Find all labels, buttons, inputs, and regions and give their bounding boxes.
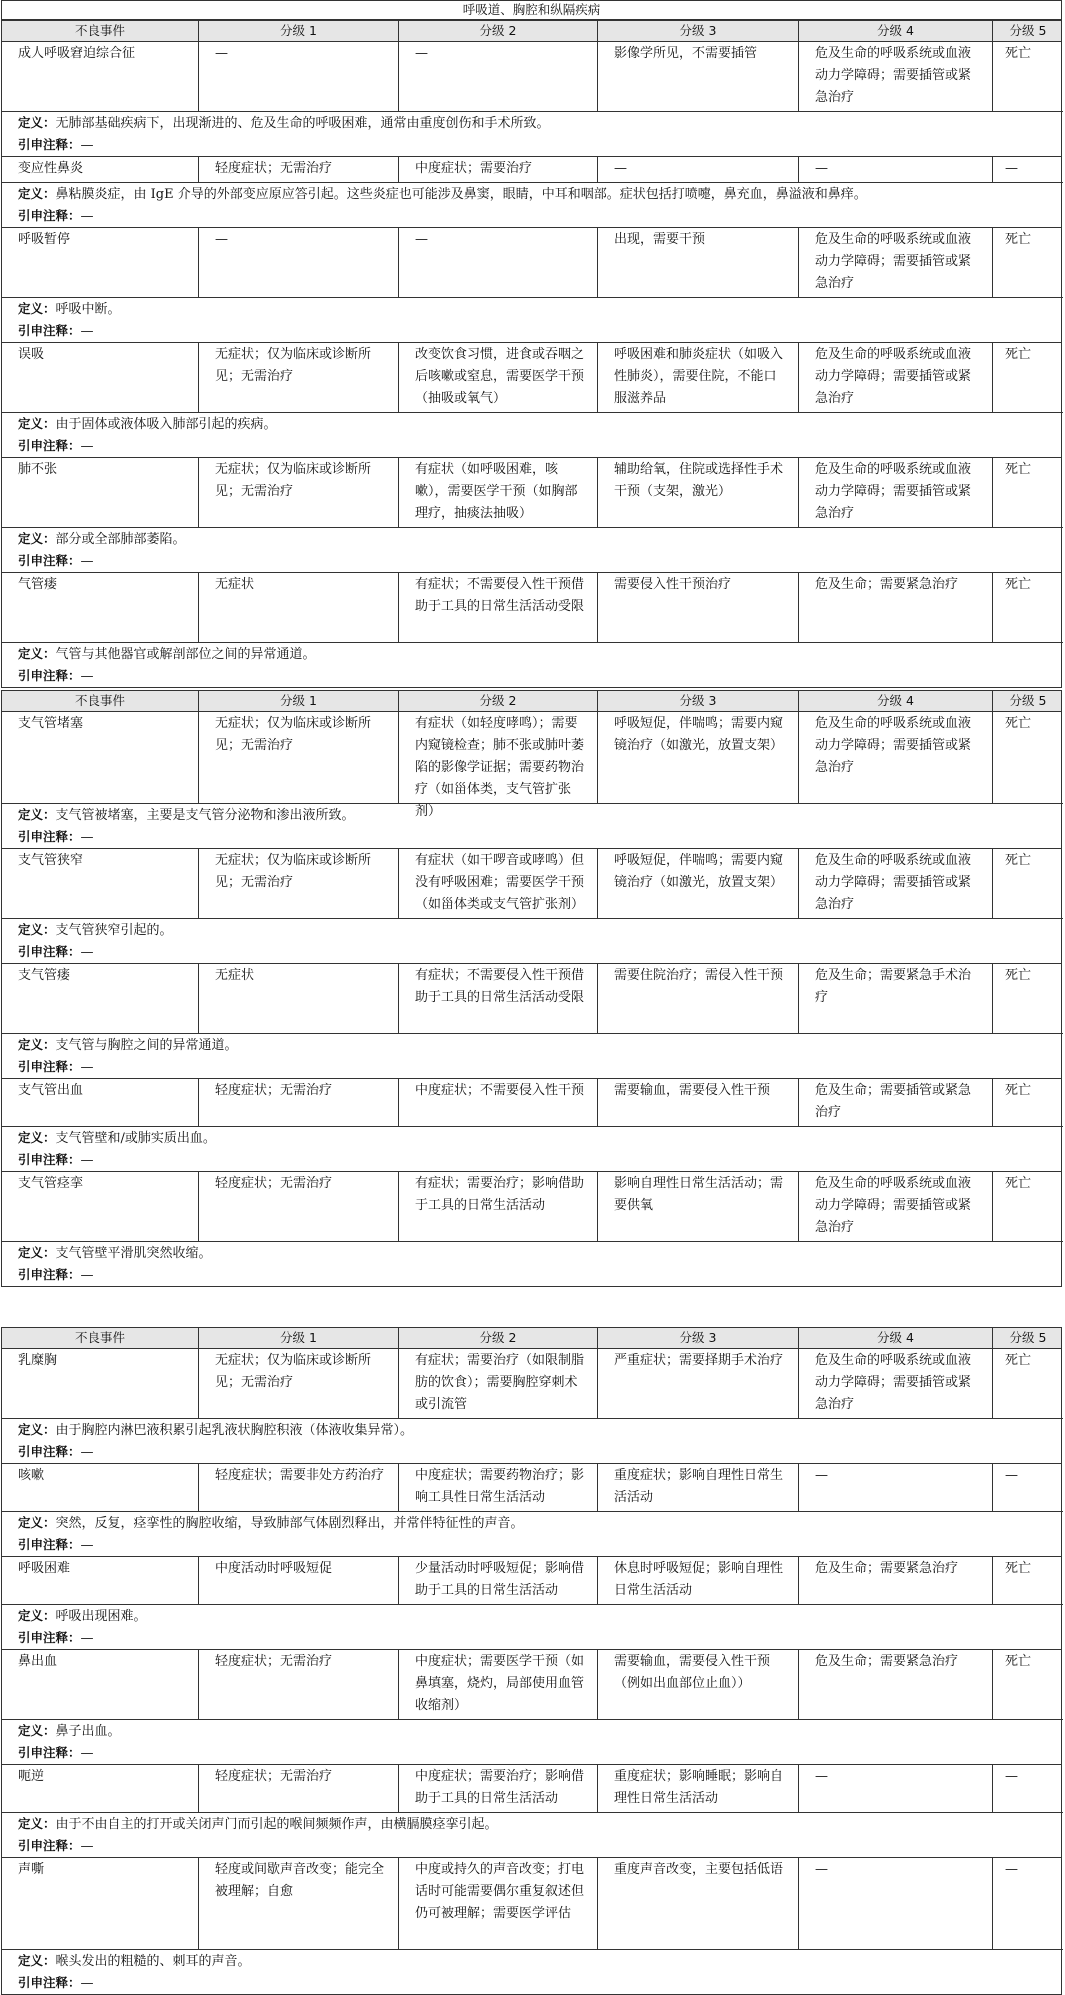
navigational-note-text: — — [80, 1839, 94, 1854]
grade-5-cell: 死亡 — [993, 228, 1063, 298]
navigational-note-label: 引申注释： — [18, 944, 81, 959]
navigational-note-label: 引申注释： — [18, 1745, 81, 1760]
grade-4-cell: — — [799, 1858, 993, 1950]
grade-4-cell: 危及生命；需要紧急治疗 — [799, 1650, 993, 1720]
grade-1-cell: 轻度症状；无需治疗 — [199, 1765, 399, 1813]
grade-2-cell: 中度症状；不需要侵入性干预 — [399, 1079, 598, 1127]
navigational-note-label: 引申注释： — [18, 1975, 81, 1990]
navigational-note-text: — — [80, 1976, 94, 1991]
definition-label: 定义： — [18, 416, 56, 431]
definition-label: 定义： — [18, 301, 56, 316]
navigational-note-label: 引申注释： — [18, 668, 81, 683]
grade-row — [2, 1557, 1061, 1605]
navigational-note-label: 引申注释： — [18, 438, 81, 453]
definition-text: 支气管与胸腔之间的异常通道。 — [55, 1038, 238, 1053]
event-name-cell: 呃逆 — [2, 1765, 199, 1813]
header-cell: 分级 1 — [199, 21, 399, 41]
grade-1-cell: 无症状 — [199, 573, 399, 643]
grade-2-cell: 有症状（如呼吸困难，咳嗽），需要医学干预（如胸部理疗，抽痰法抽吸） — [399, 458, 598, 528]
header-cell: 分级 3 — [598, 1328, 799, 1348]
navigational-note-row — [2, 1835, 1061, 1857]
grade-3-cell: 重度症状；影响自理性日常生活活动 — [598, 1464, 799, 1512]
navigational-note-label: 引申注释： — [18, 323, 81, 338]
grade-row — [2, 1464, 1061, 1512]
grade-row — [2, 573, 1061, 643]
navigational-note-text: — — [80, 324, 94, 339]
navigational-note-row — [2, 1056, 1061, 1078]
grade-3-cell: 重度症状；影响睡眠；影响自理性日常生活活动 — [598, 1765, 799, 1813]
grade-4-cell: 危及生命的呼吸系统或血液动力学障碍；需要插管或紧急治疗 — [799, 849, 993, 919]
grade-1-cell: 轻度症状；无需治疗 — [199, 1172, 399, 1242]
event-name-cell: 变应性鼻炎 — [2, 157, 199, 183]
event-name-cell: 成人呼吸窘迫综合征 — [2, 42, 199, 112]
grade-4-cell: — — [799, 157, 993, 183]
header-cell: 分级 2 — [399, 1328, 598, 1348]
grade-2-cell: 改变饮食习惯，进食或吞咽之后咳嗽或窒息，需要医学干预（抽吸或氧气） — [399, 343, 598, 413]
grade-5-cell: 死亡 — [993, 1172, 1063, 1242]
grade-2-cell: 有症状；需要治疗（如限制脂肪的饮食）；需要胸腔穿刺术或引流管 — [399, 1349, 598, 1419]
grade-row — [2, 1858, 1061, 1950]
grade-row — [2, 1172, 1061, 1242]
grade-2-cell: 中度症状；需要治疗 — [399, 157, 598, 183]
grade-4-cell: 危及生命的呼吸系统或血液动力学障碍；需要插管或紧急治疗 — [799, 228, 993, 298]
event-name-cell: 支气管痉挛 — [2, 1172, 199, 1242]
grade-4-cell: 危及生命的呼吸系统或血液动力学障碍；需要插管或紧急治疗 — [799, 458, 993, 528]
grade-1-cell: 无症状；仅为临床或诊断所见；无需治疗 — [199, 849, 399, 919]
grade-4-cell: 危及生命；需要紧急治疗 — [799, 573, 993, 643]
grade-5-cell: 死亡 — [993, 573, 1063, 643]
definition-label: 定义： — [18, 1245, 56, 1260]
grade-5-cell: 死亡 — [993, 964, 1063, 1034]
grade-2-cell: 有症状（如干啰音或哮鸣）但没有呼吸困难；需要医学干预（如甾体类或支气管扩张剂） — [399, 849, 598, 919]
grade-4-cell: 危及生命；需要紧急治疗 — [799, 1557, 993, 1605]
table-section — [1, 1327, 1062, 1995]
definition-label: 定义： — [18, 1422, 56, 1437]
definition-row — [2, 528, 1061, 550]
grade-5-cell: 死亡 — [993, 712, 1063, 804]
adverse-event — [2, 712, 1061, 849]
grade-row — [2, 1079, 1061, 1127]
header-cell: 不良事件 — [2, 1328, 199, 1348]
grade-row — [2, 458, 1061, 528]
grade-2-cell: 有症状（如轻度哮鸣）；需要内窥镜检查；肺不张或肺叶萎陷的影像学证据；需要药物治疗（如甾体类，支气管扩张剂） — [399, 712, 598, 804]
table-header — [2, 20, 1061, 42]
grade-5-cell: 死亡 — [993, 1650, 1063, 1720]
grade-4-cell: — — [799, 1765, 993, 1813]
grade-3-cell: 需要输血，需要侵入性干预 — [598, 1079, 799, 1127]
header-cell: 分级 3 — [598, 691, 799, 711]
grade-3-cell: 影响自理性日常生活活动；需要供氧 — [598, 1172, 799, 1242]
navigational-note-row — [2, 826, 1061, 848]
adverse-event — [2, 573, 1061, 687]
navigational-note-row — [2, 1264, 1061, 1286]
event-name-cell: 鼻出血 — [2, 1650, 199, 1720]
navigational-note-label: 引申注释： — [18, 553, 81, 568]
definition-row — [2, 1950, 1061, 1972]
grade-1-cell: — — [199, 42, 399, 112]
navigational-note-row — [2, 435, 1061, 457]
definition-text: 呼吸出现困难。 — [55, 1609, 147, 1624]
navigational-note-label: 引申注释： — [18, 1444, 81, 1459]
header-cell: 分级 3 — [598, 21, 799, 41]
navigational-note-text: — — [80, 945, 94, 960]
header-cell: 不良事件 — [2, 691, 199, 711]
definition-label: 定义： — [18, 1130, 56, 1145]
grade-row — [2, 1349, 1061, 1419]
navigational-note-text: — — [80, 209, 94, 224]
navigational-note-text: — — [80, 1746, 94, 1761]
navigational-note-label: 引申注释： — [18, 1059, 81, 1074]
adverse-event — [2, 1765, 1061, 1858]
navigational-note-row — [2, 1534, 1061, 1556]
adverse-event — [2, 1349, 1061, 1464]
definition-text: 突然，反复，痉挛性的胸腔收缩，导致肺部气体剧烈释出，并常伴特征性的声音。 — [55, 1516, 524, 1531]
navigational-note-text: — — [80, 439, 94, 454]
section-title: 呼吸道、胸腔和纵隔疾病 — [2, 0, 1061, 20]
definition-text: 由于不由自主的打开或关闭声门而引起的喉间频频作声，由横膈膜痉挛引起。 — [55, 1817, 498, 1832]
definition-text: 气管与其他器官或解剖部位之间的异常通道。 — [55, 647, 316, 662]
grade-5-cell: — — [993, 1464, 1063, 1512]
definition-row — [2, 1419, 1061, 1441]
grade-5-cell: 死亡 — [993, 849, 1063, 919]
grade-4-cell: 危及生命的呼吸系统或血液动力学障碍；需要插管或紧急治疗 — [799, 1349, 993, 1419]
header-cell: 分级 4 — [799, 1328, 993, 1348]
adverse-event — [2, 849, 1061, 964]
navigational-note-label: 引申注释： — [18, 1267, 81, 1282]
navigational-note-text: — — [80, 1538, 94, 1553]
grade-3-cell: — — [598, 157, 799, 183]
header-cell: 分级 1 — [199, 1328, 399, 1348]
grade-1-cell: 中度活动时呼吸短促 — [199, 1557, 399, 1605]
grade-2-cell: 少量活动时呼吸短促；影响借助于工具的日常生活活动 — [399, 1557, 598, 1605]
definition-text: 鼻子出血。 — [55, 1724, 121, 1739]
grade-5-cell: — — [993, 1765, 1063, 1813]
definition-row — [2, 1813, 1061, 1835]
header-cell: 分级 5 — [1009, 23, 1047, 38]
definition-label: 定义： — [18, 186, 56, 201]
navigational-note-text: — — [80, 1445, 94, 1460]
grade-3-cell: 呼吸短促，伴喘鸣；需要内窥镜治疗（如激光，放置支架） — [598, 849, 799, 919]
grade-4-cell: 危及生命；需要紧急手术治疗 — [799, 964, 993, 1034]
grade-4-cell: 危及生命；需要插管或紧急治疗 — [799, 1079, 993, 1127]
navigational-note-row — [2, 134, 1061, 156]
grade-5-cell: 死亡 — [993, 1557, 1063, 1605]
navigational-note-text: — — [80, 138, 94, 153]
definition-row — [2, 1605, 1061, 1627]
header-cell: 不良事件 — [2, 21, 199, 41]
header-cell: 分级 5 — [1009, 693, 1047, 708]
navigational-note-label: 引申注释： — [18, 1537, 81, 1552]
grade-4-cell: 危及生命的呼吸系统或血液动力学障碍；需要插管或紧急治疗 — [799, 712, 993, 804]
definition-text: 支气管狭窄引起的。 — [55, 923, 173, 938]
definition-text: 支气管壁平滑肌突然收缩。 — [55, 1246, 212, 1261]
definition-label: 定义： — [18, 1515, 56, 1530]
navigational-note-label: 引申注释： — [18, 1630, 81, 1645]
event-name-cell: 气管瘘 — [2, 573, 199, 643]
event-name-cell: 呼吸暂停 — [2, 228, 199, 298]
grade-row — [2, 1765, 1061, 1813]
definition-text: 呼吸中断。 — [55, 302, 121, 317]
grade-row — [2, 157, 1061, 183]
grade-2-cell: 中度症状；需要药物治疗；影响工具性日常生活活动 — [399, 1464, 598, 1512]
grade-row — [2, 964, 1061, 1034]
grade-1-cell: 轻度或间歇声音改变；能完全被理解；自愈 — [199, 1858, 399, 1950]
adverse-event — [2, 42, 1061, 157]
grade-2-cell: 有症状；需要治疗；影响借助于工具的日常生活活动 — [399, 1172, 598, 1242]
definition-row — [2, 804, 1061, 826]
grade-1-cell: — — [199, 228, 399, 298]
navigational-note-row — [2, 1972, 1061, 1994]
definition-row — [2, 298, 1061, 320]
adverse-event — [2, 343, 1061, 458]
navigational-note-text: — — [80, 554, 94, 569]
grade-1-cell: 无症状；仅为临床或诊断所见；无需治疗 — [199, 712, 399, 804]
grade-4-cell: 危及生命的呼吸系统或血液动力学障碍；需要插管或紧急治疗 — [799, 42, 993, 112]
definition-row — [2, 919, 1061, 941]
grade-2-cell: — — [399, 42, 598, 112]
navigational-note-row — [2, 941, 1061, 963]
grade-2-cell: 有症状；不需要侵入性干预借助于工具的日常生活活动受限 — [399, 964, 598, 1034]
grade-4-cell: 危及生命的呼吸系统或血液动力学障碍；需要插管或紧急治疗 — [799, 343, 993, 413]
grade-3-cell: 重度声音改变，主要包括低语 — [598, 1858, 799, 1950]
grade-2-cell: 有症状；不需要侵入性干预借助于工具的日常生活活动受限 — [399, 573, 598, 643]
navigational-note-label: 引申注释： — [18, 829, 81, 844]
grade-3-cell: 呼吸困难和肺炎症状（如吸入性肺炎），需要住院，不能口服滋养品 — [598, 343, 799, 413]
navigational-note-text: — — [80, 1153, 94, 1168]
grade-2-cell: 中度症状；需要治疗；影响借助于工具的日常生活活动 — [399, 1765, 598, 1813]
navigational-note-label: 引申注释： — [18, 208, 81, 223]
definition-row — [2, 183, 1061, 205]
grade-3-cell: 需要输血，需要侵入性干预（例如出血部位止血）） — [598, 1650, 799, 1720]
navigational-note-label: 引申注释： — [18, 137, 81, 152]
grade-5-cell: — — [993, 157, 1063, 183]
grade-3-cell: 需要侵入性干预治疗 — [598, 573, 799, 643]
table-section — [1, 690, 1062, 1287]
navigational-note-text: — — [80, 1268, 94, 1283]
definition-label: 定义： — [18, 115, 56, 130]
header-cell: 分级 1 — [199, 691, 399, 711]
grade-3-cell: 出现，需要干预 — [598, 228, 799, 298]
definition-text: 喉头发出的粗糙的、刺耳的声音。 — [55, 1954, 251, 1969]
event-name-cell: 支气管堵塞 — [2, 712, 199, 804]
definition-row — [2, 1034, 1061, 1056]
definition-text: 支气管被堵塞，主要是支气管分泌物和渗出液所致。 — [55, 808, 355, 823]
definition-text: 部分或全部肺部萎陷。 — [55, 532, 186, 547]
grade-5-cell: 死亡 — [993, 1349, 1063, 1419]
definition-text: 鼻粘膜炎症，由 IgE 介导的外部变应原应答引起。这些炎症也可能涉及鼻窦，眼睛，中耳和咽部。症状包括打喷嚏，鼻充血，鼻溢液和鼻痒。 — [55, 187, 867, 202]
definition-label: 定义： — [18, 1037, 56, 1052]
definition-row — [2, 1127, 1061, 1149]
table-header — [2, 690, 1061, 712]
navigational-note-row — [2, 665, 1061, 687]
definition-label: 定义： — [18, 1608, 56, 1623]
adverse-event — [2, 1172, 1061, 1286]
navigational-note-text: — — [80, 1060, 94, 1075]
adverse-event — [2, 1557, 1061, 1650]
header-cell: 分级 4 — [799, 21, 993, 41]
definition-row — [2, 112, 1061, 134]
navigational-note-row — [2, 1441, 1061, 1463]
grade-1-cell: 无症状；仅为临床或诊断所见；无需治疗 — [199, 458, 399, 528]
adverse-event — [2, 1079, 1061, 1172]
grade-4-cell: — — [799, 1464, 993, 1512]
event-name-cell: 支气管瘘 — [2, 964, 199, 1034]
adverse-event — [2, 1464, 1061, 1557]
grade-3-cell: 休息时呼吸短促；影响自理性日常生活活动 — [598, 1557, 799, 1605]
grade-1-cell: 轻度症状；需要非处方药治疗 — [199, 1464, 399, 1512]
adverse-event — [2, 157, 1061, 228]
definition-text: 由于固体或液体吸入肺部引起的疾病。 — [55, 417, 277, 432]
event-name-cell: 支气管狭窄 — [2, 849, 199, 919]
grade-5-cell: 死亡 — [993, 1079, 1063, 1127]
grade-row — [2, 228, 1061, 298]
event-name-cell: 支气管出血 — [2, 1079, 199, 1127]
navigational-note-label: 引申注释： — [18, 1838, 81, 1853]
adverse-event — [2, 1650, 1061, 1765]
grade-5-cell: 死亡 — [993, 42, 1063, 112]
adverse-event — [2, 228, 1061, 343]
definition-text: 支气管壁和/或肺实质出血。 — [55, 1131, 216, 1146]
adverse-event — [2, 458, 1061, 573]
grade-row — [2, 1650, 1061, 1720]
grade-1-cell: 无症状 — [199, 964, 399, 1034]
table-section — [1, 0, 1062, 688]
grade-2-cell: 中度症状；需要医学干预（如鼻填塞，烧灼，局部使用血管收缩剂） — [399, 1650, 598, 1720]
grade-2-cell: 中度或持久的声音改变；打电话时可能需要偶尔重复叙述但仍可被理解；需要医学评估 — [399, 1858, 598, 1950]
grade-3-cell: 辅助给氧，住院或选择性手术干预（支架，激光） — [598, 458, 799, 528]
definition-label: 定义： — [18, 646, 56, 661]
navigational-note-row — [2, 1742, 1061, 1764]
event-name-cell: 咳嗽 — [2, 1464, 199, 1512]
definition-label: 定义： — [18, 1723, 56, 1738]
navigational-note-text: — — [80, 669, 94, 684]
navigational-note-text: — — [80, 1631, 94, 1646]
header-cell: 分级 2 — [399, 691, 598, 711]
grade-1-cell: 无症状；仅为临床或诊断所见；无需治疗 — [199, 1349, 399, 1419]
navigational-note-row — [2, 550, 1061, 572]
header-cell: 分级 5 — [1009, 1330, 1047, 1345]
grade-3-cell: 影像学所见，不需要插管 — [598, 42, 799, 112]
event-name-cell: 呼吸困难 — [2, 1557, 199, 1605]
grade-row — [2, 42, 1061, 112]
table-header — [2, 1327, 1061, 1349]
navigational-note-row — [2, 1627, 1061, 1649]
event-name-cell: 乳糜胸 — [2, 1349, 199, 1419]
definition-row — [2, 1242, 1061, 1264]
definition-row — [2, 643, 1061, 665]
grade-5-cell: 死亡 — [993, 458, 1063, 528]
grade-row — [2, 343, 1061, 413]
definition-label: 定义： — [18, 922, 56, 937]
definition-row — [2, 413, 1061, 435]
navigational-note-label: 引申注释： — [18, 1152, 81, 1167]
navigational-note-row — [2, 1149, 1061, 1171]
definition-row — [2, 1720, 1061, 1742]
adverse-event — [2, 964, 1061, 1079]
adverse-event — [2, 1858, 1061, 1994]
event-name-cell: 肺不张 — [2, 458, 199, 528]
grade-2-cell: — — [399, 228, 598, 298]
definition-label: 定义： — [18, 1953, 56, 1968]
grade-3-cell: 呼吸短促，伴喘鸣；需要内窥镜治疗（如激光，放置支架） — [598, 712, 799, 804]
definition-label: 定义： — [18, 807, 56, 822]
definition-row — [2, 1512, 1061, 1534]
grade-5-cell: 死亡 — [993, 343, 1063, 413]
event-name-cell: 误吸 — [2, 343, 199, 413]
definition-label: 定义： — [18, 531, 56, 546]
navigational-note-row — [2, 320, 1061, 342]
navigational-note-text: — — [80, 830, 94, 845]
header-cell: 分级 4 — [799, 691, 993, 711]
header-cell: 分级 2 — [399, 21, 598, 41]
grade-4-cell: 危及生命的呼吸系统或血液动力学障碍；需要插管或紧急治疗 — [799, 1172, 993, 1242]
definition-text: 无肺部基础疾病下，出现渐进的、危及生命的呼吸困难，通常由重度创伤和手术所致。 — [55, 116, 550, 131]
grade-1-cell: 轻度症状；无需治疗 — [199, 157, 399, 183]
event-name-cell: 声嘶 — [2, 1858, 199, 1950]
grade-3-cell: 需要住院治疗；需侵入性干预 — [598, 964, 799, 1034]
grade-1-cell: 无症状；仅为临床或诊断所见；无需治疗 — [199, 343, 399, 413]
grade-1-cell: 轻度症状；无需治疗 — [199, 1650, 399, 1720]
definition-label: 定义： — [18, 1816, 56, 1831]
grade-1-cell: 轻度症状；无需治疗 — [199, 1079, 399, 1127]
definition-text: 由于胸腔内淋巴液积累引起乳液状胸腔积液（体液收集异常）。 — [55, 1423, 414, 1438]
grade-5-cell: — — [993, 1858, 1063, 1950]
grade-row — [2, 849, 1061, 919]
navigational-note-row — [2, 205, 1061, 227]
grade-3-cell: 严重症状；需要择期手术治疗 — [598, 1349, 799, 1419]
